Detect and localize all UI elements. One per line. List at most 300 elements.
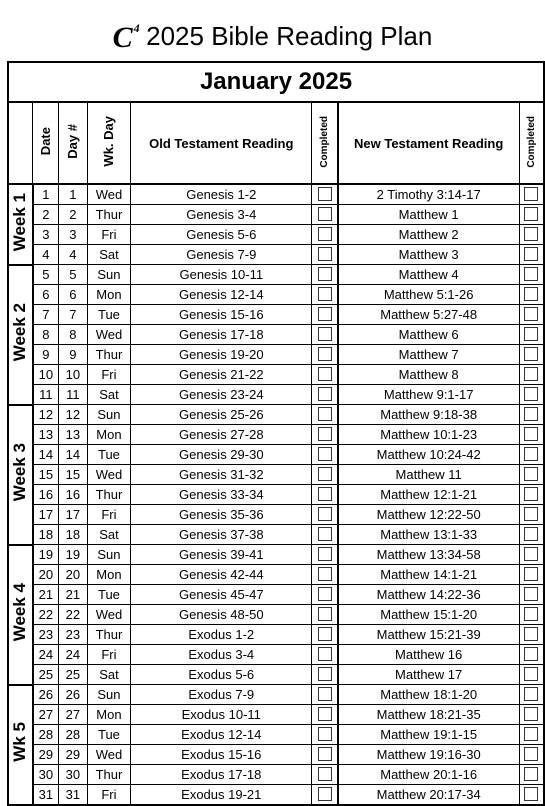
day-number-cell: 16: [58, 485, 87, 505]
day-number-cell: 10: [58, 365, 87, 385]
nt-reading-cell: Matthew 10:1-23: [338, 425, 519, 445]
ot-reading-cell: Genesis 27-28: [131, 425, 312, 445]
day-number-cell: 20: [58, 565, 87, 585]
date-cell: 22: [33, 605, 59, 625]
reading-row: [8, 745, 544, 765]
ot-completed-cell: [312, 345, 338, 365]
reading-row: [8, 765, 544, 785]
day-number-cell: 3: [58, 225, 87, 245]
col-header-date: Date: [33, 102, 59, 184]
nt-completed-checkbox[interactable]: [524, 647, 538, 661]
nt-completed-cell: [519, 545, 544, 565]
nt-reading-cell: Matthew 5:27-48: [338, 305, 519, 325]
ot-completed-checkbox[interactable]: [318, 607, 332, 621]
ot-reading-cell: Exodus 5-6: [131, 665, 312, 685]
nt-completed-checkbox[interactable]: [524, 707, 538, 721]
ot-completed-cell: [312, 625, 338, 645]
ot-completed-checkbox[interactable]: [318, 507, 332, 521]
nt-completed-checkbox[interactable]: [524, 187, 538, 201]
day-number-cell: 17: [58, 505, 87, 525]
ot-completed-checkbox[interactable]: [318, 347, 332, 361]
ot-completed-cell: [312, 705, 338, 725]
nt-reading-cell: Matthew 19:1-15: [338, 725, 519, 745]
nt-completed-checkbox[interactable]: [524, 567, 538, 581]
nt-reading-cell: 2 Timothy 3:14-17: [338, 184, 519, 205]
nt-reading-cell: Matthew 14:1-21: [338, 565, 519, 585]
reading-plan-table: [7, 61, 545, 806]
date-cell: 16: [33, 485, 59, 505]
nt-reading-cell: Matthew 12:1-21: [338, 485, 519, 505]
nt-completed-cell: [519, 205, 544, 225]
reading-row: [8, 285, 544, 305]
nt-reading-cell: Matthew 1: [338, 205, 519, 225]
nt-completed-cell: [519, 665, 544, 685]
ot-completed-checkbox[interactable]: [318, 687, 332, 701]
nt-completed-cell: [519, 605, 544, 625]
nt-completed-cell: [519, 365, 544, 385]
nt-completed-checkbox[interactable]: [524, 787, 538, 801]
ot-reading-cell: Genesis 23-24: [131, 385, 312, 405]
col-header-day-num: Day #: [58, 102, 87, 184]
ot-reading-cell: Genesis 39-41: [131, 545, 312, 565]
nt-completed-cell: [519, 645, 544, 665]
nt-reading-cell: Matthew 10:24-42: [338, 445, 519, 465]
day-number-cell: 27: [58, 705, 87, 725]
nt-reading-cell: Matthew 13:1-33: [338, 525, 519, 545]
day-number-cell: 25: [58, 665, 87, 685]
ot-completed-checkbox[interactable]: [318, 327, 332, 341]
weekday-cell: Tue: [87, 725, 130, 745]
nt-completed-cell: [519, 585, 544, 605]
nt-completed-cell: [519, 505, 544, 525]
ot-reading-cell: Genesis 37-38: [131, 525, 312, 545]
nt-completed-checkbox[interactable]: [524, 727, 538, 741]
nt-reading-cell: Matthew 11: [338, 465, 519, 485]
ot-completed-checkbox[interactable]: [318, 187, 332, 201]
nt-reading-cell: Matthew 4: [338, 265, 519, 285]
col-header-nt-completed: Completed: [519, 102, 544, 184]
ot-reading-cell: Genesis 29-30: [131, 445, 312, 465]
weekday-cell: Thur: [87, 625, 130, 645]
ot-completed-checkbox[interactable]: [318, 207, 332, 221]
nt-completed-cell: [519, 184, 544, 205]
weekday-cell: Thur: [87, 765, 130, 785]
nt-completed-checkbox[interactable]: [524, 627, 538, 641]
nt-completed-cell: [519, 225, 544, 245]
day-number-cell: 24: [58, 645, 87, 665]
week-label: Wk 5: [8, 685, 33, 806]
ot-reading-cell: Genesis 25-26: [131, 405, 312, 425]
nt-reading-cell: Matthew 20:1-16: [338, 765, 519, 785]
ot-reading-cell: Genesis 1-2: [131, 184, 312, 205]
reading-row: [8, 225, 544, 245]
nt-reading-cell: Matthew 15:21-39: [338, 625, 519, 645]
nt-completed-checkbox[interactable]: [524, 427, 538, 441]
nt-reading-cell: Matthew 20:17-34: [338, 785, 519, 806]
ot-reading-cell: Exodus 15-16: [131, 745, 312, 765]
ot-completed-checkbox[interactable]: [318, 727, 332, 741]
weekday-cell: Tue: [87, 585, 130, 605]
nt-reading-cell: Matthew 5:1-26: [338, 285, 519, 305]
date-cell: 27: [33, 705, 59, 725]
day-number-cell: 15: [58, 465, 87, 485]
ot-completed-checkbox[interactable]: [318, 467, 332, 481]
reading-row: [8, 505, 544, 525]
day-number-cell: 6: [58, 285, 87, 305]
nt-reading-cell: Matthew 2: [338, 225, 519, 245]
reading-row: [8, 605, 544, 625]
ot-completed-cell: [312, 425, 338, 445]
ot-completed-cell: [312, 205, 338, 225]
nt-completed-cell: [519, 485, 544, 505]
date-cell: 30: [33, 765, 59, 785]
ot-reading-cell: Genesis 21-22: [131, 365, 312, 385]
ot-reading-cell: Genesis 45-47: [131, 585, 312, 605]
day-number-cell: 11: [58, 385, 87, 405]
nt-completed-checkbox[interactable]: [524, 347, 538, 361]
nt-completed-cell: [519, 265, 544, 285]
nt-completed-checkbox[interactable]: [524, 207, 538, 221]
weekday-cell: Wed: [87, 605, 130, 625]
ot-completed-checkbox[interactable]: [318, 787, 332, 801]
ot-completed-checkbox[interactable]: [318, 307, 332, 321]
ot-completed-cell: [312, 725, 338, 745]
weekday-cell: Sat: [87, 525, 130, 545]
date-cell: 26: [33, 685, 59, 705]
date-cell: 7: [33, 305, 59, 325]
day-number-cell: 29: [58, 745, 87, 765]
ot-completed-checkbox[interactable]: [318, 387, 332, 401]
nt-completed-checkbox[interactable]: [524, 307, 538, 321]
ot-completed-checkbox[interactable]: [318, 647, 332, 661]
ot-completed-checkbox[interactable]: [318, 247, 332, 261]
ot-reading-cell: Genesis 3-4: [131, 205, 312, 225]
nt-completed-cell: [519, 725, 544, 745]
day-number-cell: 9: [58, 345, 87, 365]
date-cell: 31: [33, 785, 59, 806]
nt-completed-checkbox[interactable]: [524, 767, 538, 781]
week-label: Week 3: [8, 405, 33, 545]
reading-row: [8, 625, 544, 645]
date-cell: 5: [33, 265, 59, 285]
nt-reading-cell: Matthew 9:18-38: [338, 405, 519, 425]
nt-completed-cell: [519, 425, 544, 445]
nt-completed-cell: [519, 525, 544, 545]
weekday-cell: Fri: [87, 505, 130, 525]
day-number-cell: 2: [58, 205, 87, 225]
col-header-nt: New Testament Reading: [338, 102, 519, 184]
ot-completed-checkbox[interactable]: [318, 287, 332, 301]
ot-reading-cell: Genesis 19-20: [131, 345, 312, 365]
weekday-cell: Sun: [87, 405, 130, 425]
ot-completed-cell: [312, 365, 338, 385]
nt-completed-checkbox[interactable]: [524, 267, 538, 281]
day-number-cell: 4: [58, 245, 87, 265]
date-cell: 20: [33, 565, 59, 585]
reading-row: [8, 785, 544, 806]
reading-row: [8, 385, 544, 405]
weekday-cell: Wed: [87, 184, 130, 205]
nt-completed-checkbox[interactable]: [524, 687, 538, 701]
date-cell: 24: [33, 645, 59, 665]
weekday-cell: Sat: [87, 665, 130, 685]
reading-row: [8, 565, 544, 585]
ot-completed-checkbox[interactable]: [318, 447, 332, 461]
ot-completed-checkbox[interactable]: [318, 487, 332, 501]
date-cell: 25: [33, 665, 59, 685]
nt-completed-checkbox[interactable]: [524, 467, 538, 481]
ot-completed-checkbox[interactable]: [318, 427, 332, 441]
nt-completed-cell: [519, 625, 544, 645]
nt-completed-checkbox[interactable]: [524, 447, 538, 461]
nt-completed-checkbox[interactable]: [524, 227, 538, 241]
ot-reading-cell: Genesis 35-36: [131, 505, 312, 525]
day-number-cell: 8: [58, 325, 87, 345]
ot-completed-checkbox[interactable]: [318, 367, 332, 381]
ot-completed-checkbox[interactable]: [318, 407, 332, 421]
nt-reading-cell: Matthew 12:22-50: [338, 505, 519, 525]
ot-completed-cell: [312, 465, 338, 485]
ot-reading-cell: Genesis 7-9: [131, 245, 312, 265]
week-label: Week 1: [8, 184, 33, 265]
reading-row: [8, 665, 544, 685]
nt-completed-cell: [519, 445, 544, 465]
ot-reading-cell: Genesis 10-11: [131, 265, 312, 285]
ot-completed-checkbox[interactable]: [318, 547, 332, 561]
nt-completed-cell: [519, 705, 544, 725]
ot-reading-cell: Exodus 19-21: [131, 785, 312, 806]
date-cell: 8: [33, 325, 59, 345]
nt-completed-cell: [519, 465, 544, 485]
ot-reading-cell: Genesis 42-44: [131, 565, 312, 585]
ot-reading-cell: Exodus 3-4: [131, 645, 312, 665]
ot-completed-checkbox[interactable]: [318, 587, 332, 601]
date-cell: 10: [33, 365, 59, 385]
nt-completed-checkbox[interactable]: [524, 587, 538, 601]
ot-completed-cell: [312, 445, 338, 465]
ot-completed-cell: [312, 225, 338, 245]
nt-completed-cell: [519, 745, 544, 765]
ot-completed-cell: [312, 305, 338, 325]
nt-completed-cell: [519, 565, 544, 585]
day-number-cell: 28: [58, 725, 87, 745]
day-number-cell: 19: [58, 545, 87, 565]
day-number-cell: 22: [58, 605, 87, 625]
date-cell: 19: [33, 545, 59, 565]
ot-reading-cell: Exodus 1-2: [131, 625, 312, 645]
nt-reading-cell: Matthew 19:16-30: [338, 745, 519, 765]
col-header-wk-day: Wk. Day: [87, 102, 130, 184]
ot-completed-checkbox[interactable]: [318, 667, 332, 681]
c4-logo: $C^4$: [112, 21, 140, 54]
weekday-cell: Mon: [87, 565, 130, 585]
reading-row: [8, 525, 544, 545]
reading-row: [8, 345, 544, 365]
week-header-spacer: [8, 102, 33, 184]
month-title: January 2025: [8, 62, 544, 102]
nt-completed-cell: [519, 785, 544, 806]
reading-row: [8, 685, 544, 705]
weekday-cell: Mon: [87, 705, 130, 725]
reading-row: [8, 305, 544, 325]
nt-completed-checkbox[interactable]: [524, 547, 538, 561]
date-cell: 2: [33, 205, 59, 225]
day-number-cell: 30: [58, 765, 87, 785]
page-title: 2025 Bible Reading Plan: [146, 21, 433, 51]
weekday-cell: Thur: [87, 485, 130, 505]
weekday-cell: Thur: [87, 205, 130, 225]
nt-reading-cell: Matthew 6: [338, 325, 519, 345]
weekday-cell: Sat: [87, 245, 130, 265]
reading-row: [8, 405, 544, 425]
ot-completed-cell: [312, 405, 338, 425]
nt-completed-cell: [519, 405, 544, 425]
nt-reading-cell: Matthew 3: [338, 245, 519, 265]
weekday-cell: Wed: [87, 745, 130, 765]
date-cell: 13: [33, 425, 59, 445]
nt-completed-cell: [519, 245, 544, 265]
reading-row: [8, 365, 544, 385]
nt-completed-checkbox[interactable]: [524, 247, 538, 261]
weekday-cell: Tue: [87, 305, 130, 325]
weekday-cell: Thur: [87, 345, 130, 365]
nt-completed-checkbox[interactable]: [524, 387, 538, 401]
reading-row: [8, 325, 544, 345]
nt-completed-checkbox[interactable]: [524, 607, 538, 621]
day-number-cell: 14: [58, 445, 87, 465]
week-label: Week 4: [8, 545, 33, 685]
day-number-cell: 7: [58, 305, 87, 325]
nt-reading-cell: Matthew 14:22-36: [338, 585, 519, 605]
reading-row: [8, 184, 544, 205]
day-number-cell: 13: [58, 425, 87, 445]
ot-reading-cell: Exodus 10-11: [131, 705, 312, 725]
nt-reading-cell: Matthew 16: [338, 645, 519, 665]
nt-completed-checkbox[interactable]: [524, 527, 538, 541]
nt-completed-cell: [519, 285, 544, 305]
ot-completed-cell: [312, 385, 338, 405]
ot-completed-cell: [312, 645, 338, 665]
col-header-ot: Old Testament Reading: [131, 102, 312, 184]
day-number-cell: 21: [58, 585, 87, 605]
date-cell: 29: [33, 745, 59, 765]
reading-row: [8, 545, 544, 565]
day-number-cell: 5: [58, 265, 87, 285]
ot-completed-cell: [312, 265, 338, 285]
nt-completed-cell: [519, 765, 544, 785]
weekday-cell: Fri: [87, 645, 130, 665]
nt-completed-cell: [519, 685, 544, 705]
date-cell: 9: [33, 345, 59, 365]
date-cell: 4: [33, 245, 59, 265]
ot-completed-cell: [312, 525, 338, 545]
day-number-cell: 31: [58, 785, 87, 806]
nt-completed-checkbox[interactable]: [524, 487, 538, 501]
weekday-cell: Fri: [87, 225, 130, 245]
ot-completed-cell: [312, 184, 338, 205]
week-label: Week 2: [8, 265, 33, 405]
ot-reading-cell: Genesis 33-34: [131, 485, 312, 505]
reading-row: [8, 425, 544, 445]
weekday-cell: Sun: [87, 265, 130, 285]
date-cell: 18: [33, 525, 59, 545]
nt-completed-checkbox[interactable]: [524, 667, 538, 681]
ot-reading-cell: Genesis 15-16: [131, 305, 312, 325]
weekday-cell: Tue: [87, 445, 130, 465]
col-header-ot-completed: Completed: [312, 102, 338, 184]
ot-reading-cell: Exodus 12-14: [131, 725, 312, 745]
ot-completed-checkbox[interactable]: [318, 747, 332, 761]
ot-completed-cell: [312, 585, 338, 605]
nt-completed-cell: [519, 325, 544, 345]
reading-row: [8, 725, 544, 745]
ot-completed-checkbox[interactable]: [318, 627, 332, 641]
date-cell: 28: [33, 725, 59, 745]
reading-row: [8, 645, 544, 665]
nt-completed-checkbox[interactable]: [524, 327, 538, 341]
ot-reading-cell: Exodus 17-18: [131, 765, 312, 785]
ot-completed-checkbox[interactable]: [318, 527, 332, 541]
date-cell: 3: [33, 225, 59, 245]
ot-completed-cell: [312, 245, 338, 265]
date-cell: 11: [33, 385, 59, 405]
ot-completed-cell: [312, 665, 338, 685]
weekday-cell: Mon: [87, 425, 130, 445]
ot-completed-cell: [312, 285, 338, 305]
weekday-cell: Sun: [87, 545, 130, 565]
weekday-cell: Wed: [87, 325, 130, 345]
ot-completed-cell: [312, 765, 338, 785]
nt-reading-cell: Matthew 9:1-17: [338, 385, 519, 405]
reading-row: [8, 585, 544, 605]
nt-completed-checkbox[interactable]: [524, 747, 538, 761]
ot-completed-checkbox[interactable]: [318, 227, 332, 241]
date-cell: 14: [33, 445, 59, 465]
weekday-cell: Fri: [87, 365, 130, 385]
weekday-cell: Sat: [87, 385, 130, 405]
ot-completed-cell: [312, 325, 338, 345]
ot-completed-cell: [312, 785, 338, 806]
nt-reading-cell: Matthew 18:21-35: [338, 705, 519, 725]
nt-completed-checkbox[interactable]: [524, 507, 538, 521]
ot-reading-cell: Genesis 17-18: [131, 325, 312, 345]
reading-row: [8, 265, 544, 285]
weekday-cell: Fri: [87, 785, 130, 806]
date-cell: 23: [33, 625, 59, 645]
nt-completed-checkbox[interactable]: [524, 367, 538, 381]
weekday-cell: Wed: [87, 465, 130, 485]
nt-completed-checkbox[interactable]: [524, 407, 538, 421]
date-cell: 1: [33, 184, 59, 205]
nt-completed-cell: [519, 305, 544, 325]
ot-completed-checkbox[interactable]: [318, 567, 332, 581]
ot-completed-checkbox[interactable]: [318, 767, 332, 781]
day-number-cell: 23: [58, 625, 87, 645]
nt-completed-checkbox[interactable]: [524, 287, 538, 301]
ot-reading-cell: Genesis 31-32: [131, 465, 312, 485]
ot-completed-checkbox[interactable]: [318, 267, 332, 281]
ot-completed-cell: [312, 485, 338, 505]
day-number-cell: 1: [58, 184, 87, 205]
reading-row: [8, 245, 544, 265]
date-cell: 21: [33, 585, 59, 605]
ot-completed-checkbox[interactable]: [318, 707, 332, 721]
ot-completed-cell: [312, 505, 338, 525]
nt-completed-cell: [519, 345, 544, 365]
ot-completed-cell: [312, 545, 338, 565]
date-cell: 6: [33, 285, 59, 305]
nt-reading-cell: Matthew 15:1-20: [338, 605, 519, 625]
